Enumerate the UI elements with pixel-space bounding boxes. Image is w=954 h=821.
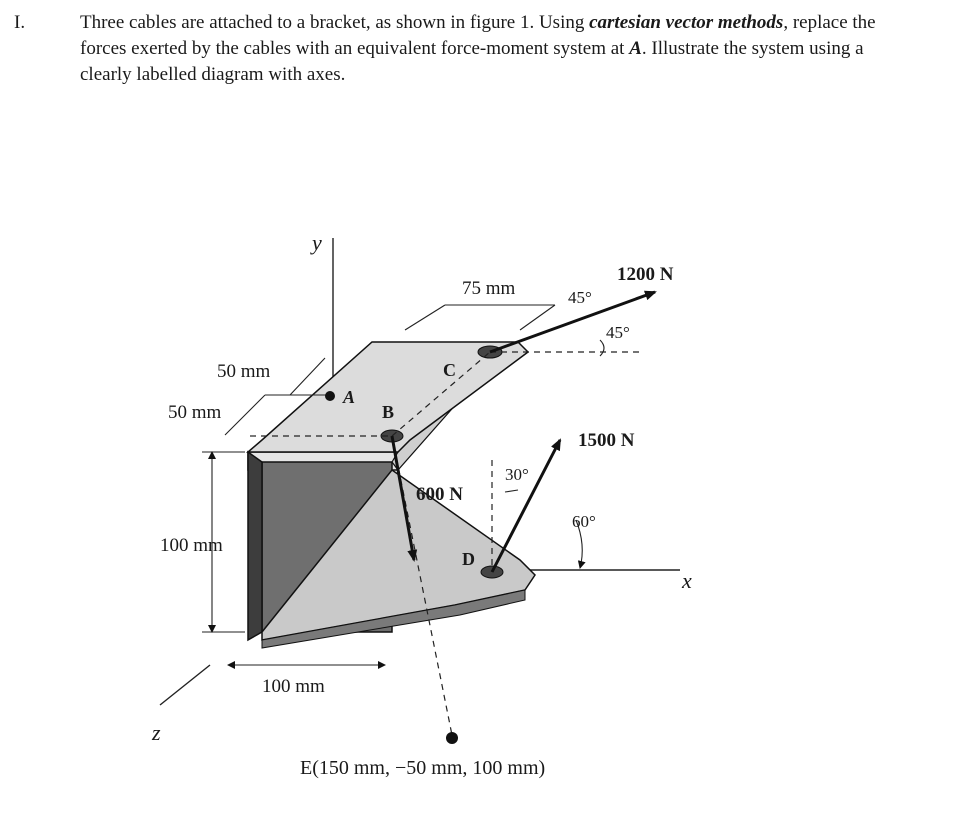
dim-50mm-upper-label: 50 mm <box>217 361 271 382</box>
force-1200-label: 1200 N <box>617 264 674 285</box>
question-text-part2: , replace the forces exerted by the cables with an equivalent force-moment system at <box>80 12 876 59</box>
question-text-part1: Three cables are attached to a bracket, as shown in figure 1. Using <box>80 12 590 33</box>
angle-60-label: 60° <box>572 512 596 531</box>
question-text-part3: . Illustrate the system using a clearly labelled diagram with axes. <box>80 38 864 85</box>
question-number: I. <box>14 12 26 33</box>
z-axis <box>160 665 210 705</box>
dim-100mm-bottom-label: 100 mm <box>262 676 325 697</box>
question-emphasis: cartesian vector methods <box>589 12 784 33</box>
force-600-label: 600 N <box>416 484 463 505</box>
point-d-label: D <box>462 549 475 569</box>
dim-100mm-vertical-label: 100 mm <box>160 535 223 556</box>
coordinate-axes <box>160 238 680 705</box>
x-axis-label: x <box>682 568 692 593</box>
point-a-label: A <box>343 387 356 407</box>
y-axis-label: y <box>312 230 322 255</box>
point-b-label: B <box>382 402 395 422</box>
angle-30-label: 30° <box>505 465 529 484</box>
z-axis-label: z <box>152 720 161 745</box>
point-c-label: C <box>443 360 456 380</box>
angle-arcs <box>505 340 604 568</box>
point-a-marker <box>325 391 335 401</box>
dim-50mm-lower-label: 50 mm <box>168 402 222 423</box>
force-1500-label: 1500 N <box>578 430 635 451</box>
angle-45-top-label: 45° <box>568 288 592 307</box>
angle-45-side-label: 45° <box>606 323 630 342</box>
dim-75mm-label: 75 mm <box>462 278 516 299</box>
point-e-marker <box>446 732 458 744</box>
point-e-label: E(150 mm, −50 mm, 100 mm) <box>300 757 546 779</box>
question-point-a: A <box>629 38 642 59</box>
force-1500-arrow <box>492 440 560 572</box>
bracket-vertical-edge <box>248 452 262 640</box>
